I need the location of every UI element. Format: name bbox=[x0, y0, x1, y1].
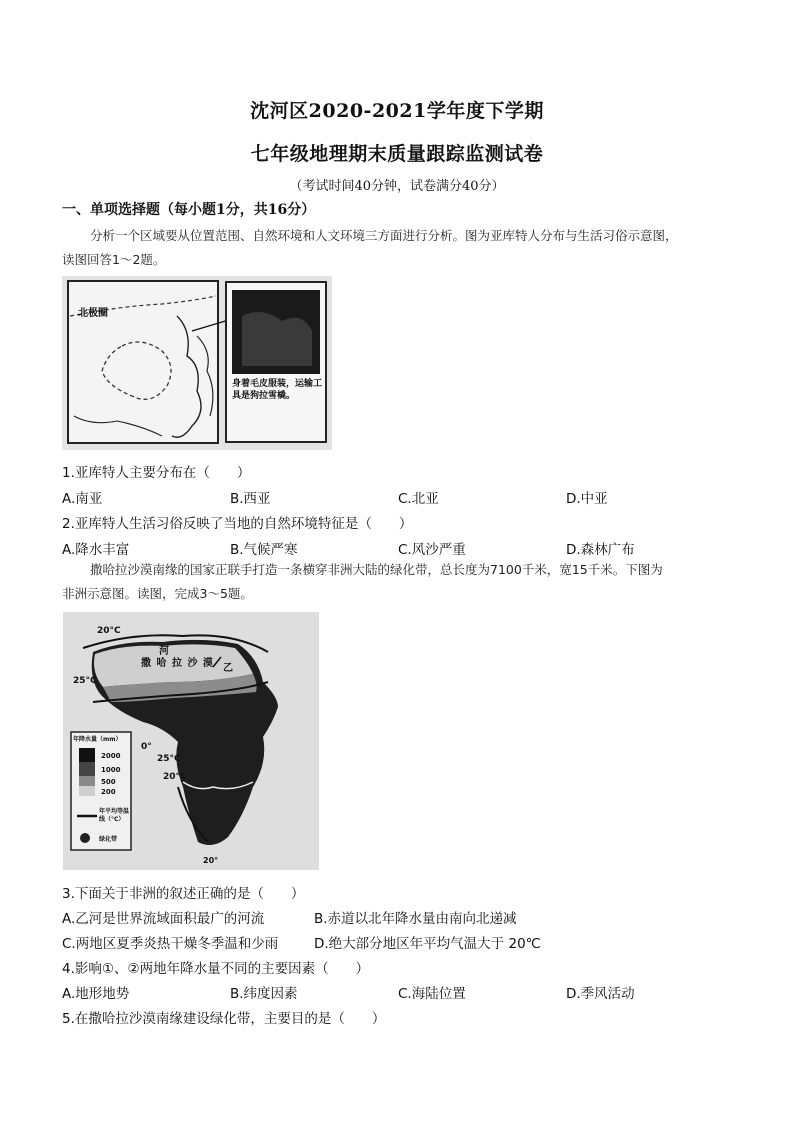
river-label: 河 bbox=[159, 646, 169, 657]
intro-2-line2: 非洲示意图。读图，完成3～5题。 bbox=[62, 586, 253, 601]
q4-option-a: A.地形地势 bbox=[62, 986, 130, 1002]
q3-option-b: B.赤道以北年降水量由南向北递减 bbox=[314, 911, 517, 927]
question-1-stem: 1.亚库特人主要分布在（ ） bbox=[62, 465, 251, 481]
q1-option-b: B.西亚 bbox=[230, 491, 271, 507]
legend-green-belt: 绿化带 bbox=[99, 836, 118, 843]
exam-title-line1: 沈河区2020-2021学年度下学期 bbox=[250, 100, 544, 122]
q4-option-d: D.季风活动 bbox=[566, 986, 635, 1002]
exam-title-line2: 七年级地理期末质量跟踪监测试卷 bbox=[250, 143, 544, 165]
question-3-stem: 3.下面关于非洲的叙述正确的是（ ） bbox=[62, 886, 305, 902]
legend-value-200: 200 bbox=[101, 788, 116, 796]
river-yi-label: 乙 bbox=[223, 663, 233, 674]
yakut-caption: 身着毛皮服装，运输工具是狗拉雪橇。 bbox=[232, 379, 323, 401]
isotherm-20c-top: 20°C bbox=[97, 626, 121, 636]
figure-africa-map bbox=[63, 612, 319, 870]
intro-2 bbox=[62, 558, 732, 606]
arctic-circle-label: 北极圈 bbox=[78, 308, 108, 319]
isotherm-25c-left: 25°C bbox=[73, 676, 97, 686]
q4-option-b: B.纬度因素 bbox=[230, 986, 298, 1002]
q2-option-c: C.风沙严重 bbox=[398, 542, 466, 558]
intro-2-line1: 撒哈拉沙漠南缘的国家正联手打造一条横穿非洲大陆的绿化带，总长度为7100千米，宽15千米。下图为 bbox=[90, 562, 663, 577]
intro-1-line1: 分析一个区域要从位置范围、自然环境和人文环境三方面进行分析。图为亚库特人分布与生活习俗示意图， bbox=[90, 228, 678, 243]
isotherm-25c-mid: 25°C bbox=[157, 754, 181, 764]
q3-option-c: C.两地区夏季炎热干燥冬季温和少雨 bbox=[62, 936, 279, 952]
intro-1-line2: 读图回答1～2题。 bbox=[62, 252, 166, 267]
q2-option-d: D.森林广布 bbox=[566, 542, 635, 558]
legend-value-500: 500 bbox=[101, 778, 116, 786]
question-2-stem: 2.亚库特人生活习俗反映了当地的自然环境特征是（ ） bbox=[62, 516, 413, 532]
legend-title: 年降水量（mm） bbox=[73, 736, 122, 743]
section-heading: 一、单项选择题（每小题1分，共16分） bbox=[62, 202, 316, 218]
q1-option-c: C.北亚 bbox=[398, 491, 439, 507]
q4-option-c: C.海陆位置 bbox=[398, 986, 466, 1002]
latitude-20-label: 20° bbox=[203, 856, 219, 865]
exam-info: （考试时间40分钟，试卷满分40分） bbox=[289, 179, 505, 194]
figure-yakut-map bbox=[62, 276, 332, 450]
equator-0-label: 0° bbox=[141, 742, 152, 752]
q1-option-a: A.南亚 bbox=[62, 491, 103, 507]
intro-1 bbox=[62, 224, 732, 272]
q2-option-b: B.气候严寒 bbox=[230, 542, 298, 558]
isotherm-20c-mid: 20°C bbox=[163, 772, 187, 782]
legend-value-1000: 1000 bbox=[101, 766, 121, 774]
legend-value-2000: 2000 bbox=[101, 752, 121, 760]
q3-option-a: A.乙河是世界流域面积最广的河流 bbox=[62, 911, 265, 927]
q2-option-a: A.降水丰富 bbox=[62, 542, 130, 558]
question-5-stem: 5.在撒哈拉沙漠南缘建设绿化带，主要目的是（ ） bbox=[62, 1011, 386, 1027]
q1-option-d: D.中亚 bbox=[566, 491, 608, 507]
q3-option-d: D.绝大部分地区年平均气温大于 20℃ bbox=[314, 936, 541, 952]
question-4-stem: 4.影响①、②两地年降水量不同的主要因素（ ） bbox=[62, 961, 370, 977]
legend-isotherm: 年平均等温线（°C） bbox=[99, 808, 130, 823]
sahara-label: 撒 哈 拉 沙 漠 bbox=[141, 658, 214, 669]
